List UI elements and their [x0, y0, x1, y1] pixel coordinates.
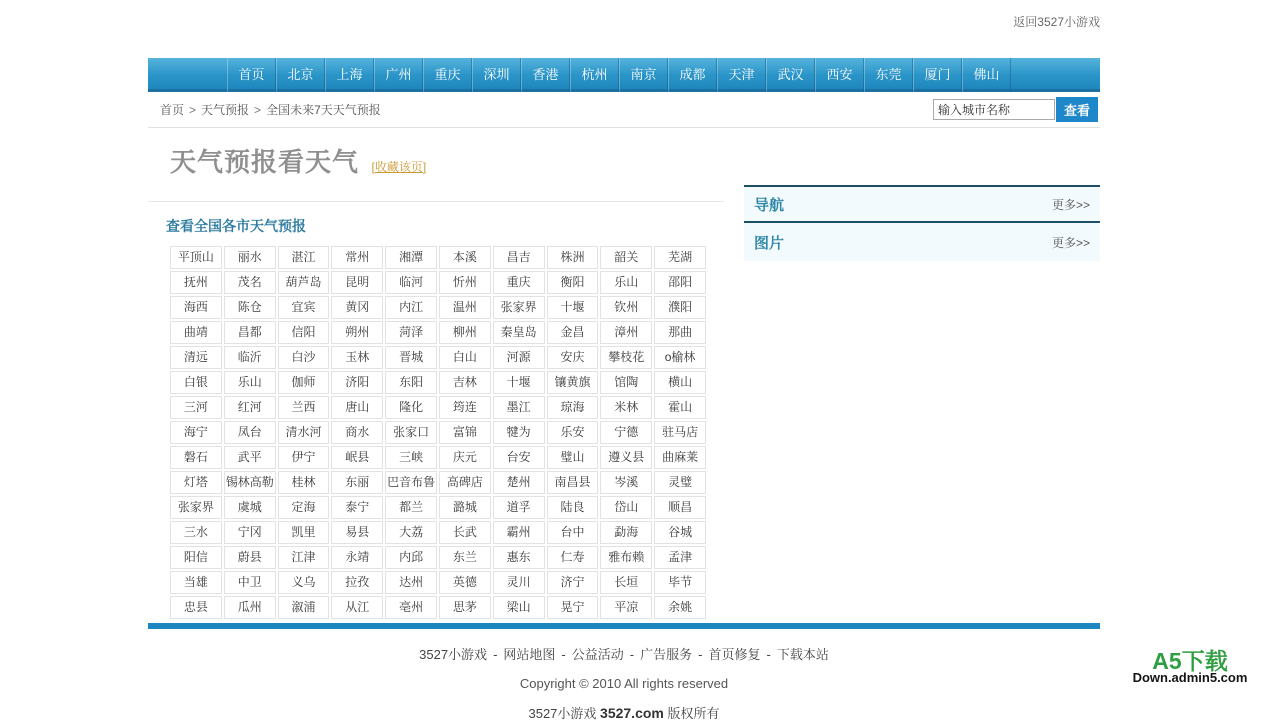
- table-row: [170, 321, 706, 344]
- city-link[interactable]: 海宁: [170, 421, 222, 444]
- city-link[interactable]: 济宁: [547, 571, 599, 594]
- city-link[interactable]: 驻马店: [654, 421, 706, 444]
- a5-logo-subtitle: Down.admin5.com: [1132, 670, 1248, 685]
- city-link[interactable]: 当雄: [170, 571, 222, 594]
- city-link[interactable]: 湛江: [278, 246, 330, 269]
- city-link[interactable]: 攀枝花: [600, 346, 652, 369]
- city-link[interactable]: 武平: [224, 446, 276, 469]
- city-link[interactable]: 昆明: [331, 271, 383, 294]
- title-block: [148, 128, 724, 179]
- city-link[interactable]: 乐山: [600, 271, 652, 294]
- nav-tab[interactable]: 上海: [325, 58, 374, 92]
- footer-link[interactable]: 广告服务: [640, 647, 693, 662]
- city-link[interactable]: o榆林: [654, 346, 706, 369]
- city-link[interactable]: 陈仓: [224, 296, 276, 319]
- city-link[interactable]: 仁寿: [547, 546, 599, 569]
- city-link[interactable]: 那曲: [654, 321, 706, 344]
- city-link[interactable]: 达州: [385, 571, 437, 594]
- city-link[interactable]: 唐山: [331, 396, 383, 419]
- city-link[interactable]: 墨江: [493, 396, 545, 419]
- city-link[interactable]: 张家口: [385, 421, 437, 444]
- footer-link-separator: -: [698, 647, 703, 662]
- weather-column: [148, 128, 724, 621]
- city-link[interactable]: 横山: [654, 371, 706, 394]
- city-link[interactable]: 茂名: [224, 271, 276, 294]
- city-link[interactable]: 蔚县: [224, 546, 276, 569]
- main-navbar: [148, 58, 1100, 92]
- table-row: [170, 421, 706, 444]
- city-link[interactable]: 庆元: [439, 446, 491, 469]
- table-row: [170, 546, 706, 569]
- nav-tab[interactable]: 香港: [521, 58, 570, 92]
- city-link[interactable]: 灯塔: [170, 471, 222, 494]
- table-row: [170, 396, 706, 419]
- sidebar-section-title: 导航: [754, 196, 785, 214]
- section-title: 查看全国各市天气预报: [166, 218, 306, 234]
- city-link[interactable]: 昌都: [224, 321, 276, 344]
- city-link[interactable]: 韶关: [600, 246, 652, 269]
- city-link[interactable]: 葫芦岛: [278, 271, 330, 294]
- city-link[interactable]: 信阳: [278, 321, 330, 344]
- city-link[interactable]: 白银: [170, 371, 222, 394]
- city-link[interactable]: 平顶山: [170, 246, 222, 269]
- city-link[interactable]: 宁冈: [224, 521, 276, 544]
- city-link[interactable]: 米林: [600, 396, 652, 419]
- city-link[interactable]: 海西: [170, 296, 222, 319]
- a5-download-logo: [1119, 647, 1261, 695]
- city-link[interactable]: 邵阳: [654, 271, 706, 294]
- nav-tab[interactable]: 南京: [619, 58, 668, 92]
- city-link[interactable]: 勐海: [600, 521, 652, 544]
- table-row: [170, 271, 706, 294]
- city-link[interactable]: 岷县: [331, 446, 383, 469]
- city-link[interactable]: 东阳: [385, 371, 437, 394]
- city-link[interactable]: 义乌: [278, 571, 330, 594]
- city-link[interactable]: 都兰: [385, 496, 437, 519]
- page-title: 天气预报看天气: [170, 147, 360, 177]
- sidebar-more-link[interactable]: 更多>>: [1051, 235, 1090, 250]
- city-link[interactable]: 丽水: [224, 246, 276, 269]
- city-link[interactable]: 东兰: [439, 546, 491, 569]
- footer-link-separator: -: [629, 647, 635, 662]
- table-row: [170, 521, 706, 544]
- city-link[interactable]: 昌吉: [493, 246, 545, 269]
- city-link[interactable]: 河源: [493, 346, 545, 369]
- city-link[interactable]: 白山: [439, 346, 491, 369]
- city-link[interactable]: 孟津: [654, 546, 706, 569]
- city-link[interactable]: 毕节: [654, 571, 706, 594]
- table-row: [170, 571, 706, 594]
- city-link[interactable]: 内江: [385, 296, 437, 319]
- breadcrumb-separator: >: [254, 103, 262, 117]
- nav-tab[interactable]: 深圳: [472, 58, 521, 92]
- footer-link[interactable]: 网站地图: [503, 647, 556, 662]
- city-link[interactable]: 巴音布鲁: [385, 471, 437, 494]
- city-link[interactable]: 从江: [331, 596, 383, 619]
- city-link[interactable]: 道孚: [493, 496, 545, 519]
- city-link[interactable]: 秦皇岛: [493, 321, 545, 344]
- footer-site-suffix: 版权所有: [667, 706, 720, 721]
- page-container: [148, 58, 1100, 722]
- a5-logo-title: A5下载: [1152, 648, 1228, 674]
- table-row: [170, 471, 706, 494]
- city-link[interactable]: 镶黄旗: [547, 371, 599, 394]
- city-link[interactable]: 重庆: [493, 271, 545, 294]
- city-link[interactable]: 张家界: [170, 496, 222, 519]
- nav-tab[interactable]: 厦门: [913, 58, 962, 92]
- city-link[interactable]: 清远: [170, 346, 222, 369]
- city-link[interactable]: 谷城: [654, 521, 706, 544]
- footer-link[interactable]: 3527小游戏: [419, 647, 488, 662]
- city-link[interactable]: 遵义县: [600, 446, 652, 469]
- city-link[interactable]: 筠连: [439, 396, 491, 419]
- nav-tab[interactable]: 天津: [717, 58, 766, 92]
- main-content: [148, 128, 1100, 621]
- table-row: [170, 346, 706, 369]
- city-link[interactable]: 定海: [278, 496, 330, 519]
- bookmark-link[interactable]: 收藏该页: [374, 160, 423, 174]
- table-row: [170, 496, 706, 519]
- city-link[interactable]: 顺昌: [654, 496, 706, 519]
- city-link[interactable]: 阳信: [170, 546, 222, 569]
- nav-tab[interactable]: 首页: [227, 58, 276, 92]
- city-link[interactable]: 乐安: [547, 421, 599, 444]
- city-link[interactable]: 伊宁: [278, 446, 330, 469]
- bracket-close: ]: [422, 160, 427, 174]
- city-link[interactable]: 衡阳: [547, 271, 599, 294]
- footer-site-prefix: 3527小游戏: [528, 706, 597, 721]
- footer-links: [148, 644, 1100, 663]
- city-link[interactable]: 温州: [439, 296, 491, 319]
- table-row: [170, 596, 706, 619]
- city-link[interactable]: 瓜州: [224, 596, 276, 619]
- footer-link-separator: -: [493, 647, 498, 662]
- sidebar-more-link[interactable]: 更多>>: [1051, 197, 1090, 212]
- city-link[interactable]: 三河: [170, 396, 222, 419]
- city-link[interactable]: 磐石: [170, 446, 222, 469]
- footer-link[interactable]: 下载本站: [776, 647, 829, 662]
- nav-tab[interactable]: 武汉: [766, 58, 815, 92]
- table-row: [170, 296, 706, 319]
- nav-tabs: [227, 58, 1011, 89]
- city-link[interactable]: 内邱: [385, 546, 437, 569]
- table-row: [170, 246, 706, 269]
- city-link[interactable]: 凯里: [278, 521, 330, 544]
- city-link[interactable]: 中卫: [224, 571, 276, 594]
- city-link[interactable]: 十堰: [547, 296, 599, 319]
- city-link[interactable]: 惠东: [493, 546, 545, 569]
- city-link[interactable]: 南昌县: [547, 471, 599, 494]
- footer-link-separator: -: [561, 647, 566, 662]
- city-link[interactable]: 犍为: [493, 421, 545, 444]
- city-link[interactable]: 溆浦: [278, 596, 330, 619]
- city-link[interactable]: 黄冈: [331, 296, 383, 319]
- city-link[interactable]: 灵璧: [654, 471, 706, 494]
- city-link[interactable]: 台安: [493, 446, 545, 469]
- city-link[interactable]: 平凉: [600, 596, 652, 619]
- footer-link[interactable]: 首页修复: [708, 647, 761, 662]
- footer-site-line: [148, 703, 1100, 722]
- city-link[interactable]: 清水河: [278, 421, 330, 444]
- city-link[interactable]: 梁山: [493, 596, 545, 619]
- city-link[interactable]: 东丽: [331, 471, 383, 494]
- city-link[interactable]: 馆陶: [600, 371, 652, 394]
- city-link[interactable]: 亳州: [385, 596, 437, 619]
- city-search-input[interactable]: [933, 99, 1055, 120]
- city-link[interactable]: 张家界: [493, 296, 545, 319]
- city-link[interactable]: 雅布赖: [600, 546, 652, 569]
- city-link[interactable]: 晋城: [385, 346, 437, 369]
- breadcrumb: [160, 101, 381, 118]
- city-link[interactable]: 陆良: [547, 496, 599, 519]
- city-link[interactable]: 兰西: [278, 396, 330, 419]
- city-link[interactable]: 忻州: [439, 271, 491, 294]
- city-link[interactable]: 岱山: [600, 496, 652, 519]
- city-link[interactable]: 曲麻莱: [654, 446, 706, 469]
- city-link[interactable]: 钦州: [600, 296, 652, 319]
- city-link[interactable]: 琼海: [547, 396, 599, 419]
- city-link[interactable]: 乐山: [224, 371, 276, 394]
- footer-link[interactable]: 公益活动: [571, 647, 624, 662]
- city-link[interactable]: 晃宁: [547, 596, 599, 619]
- city-link[interactable]: 富锦: [439, 421, 491, 444]
- breadcrumb-current: 全国未来7天天气预报: [266, 103, 381, 117]
- city-link[interactable]: 湘潭: [385, 246, 437, 269]
- city-link[interactable]: 金昌: [547, 321, 599, 344]
- city-link[interactable]: 楚州: [493, 471, 545, 494]
- city-link[interactable]: 临河: [385, 271, 437, 294]
- city-link[interactable]: 十堰: [493, 371, 545, 394]
- sidebar-section-header: [744, 223, 1100, 261]
- nav-tab[interactable]: 广州: [374, 58, 423, 92]
- table-row: [170, 371, 706, 394]
- city-link[interactable]: 高碑店: [439, 471, 491, 494]
- city-link[interactable]: 岑溪: [600, 471, 652, 494]
- city-link[interactable]: 玉林: [331, 346, 383, 369]
- city-link[interactable]: 商水: [331, 421, 383, 444]
- city-link[interactable]: 大荔: [385, 521, 437, 544]
- city-link[interactable]: 英德: [439, 571, 491, 594]
- city-link[interactable]: 永靖: [331, 546, 383, 569]
- city-link[interactable]: 江津: [278, 546, 330, 569]
- city-link[interactable]: 隆化: [385, 396, 437, 419]
- city-link[interactable]: 桂林: [278, 471, 330, 494]
- bookmark-wrapper: [371, 160, 426, 174]
- city-link[interactable]: 长武: [439, 521, 491, 544]
- city-link[interactable]: 拉孜: [331, 571, 383, 594]
- breadcrumb-separator: >: [189, 103, 197, 117]
- city-link[interactable]: 株洲: [547, 246, 599, 269]
- city-link[interactable]: 霸州: [493, 521, 545, 544]
- city-link[interactable]: 灵川: [493, 571, 545, 594]
- city-link[interactable]: 柳州: [439, 321, 491, 344]
- city-link[interactable]: 余姚: [654, 596, 706, 619]
- city-link[interactable]: 霍山: [654, 396, 706, 419]
- breadcrumb-link[interactable]: 首页: [160, 103, 185, 117]
- city-link[interactable]: 红河: [224, 396, 276, 419]
- nav-tab[interactable]: 佛山: [962, 58, 1011, 92]
- city-link[interactable]: 济阳: [331, 371, 383, 394]
- city-link[interactable]: 璧山: [547, 446, 599, 469]
- bracket-open: [: [371, 160, 375, 174]
- city-link[interactable]: 本溪: [439, 246, 491, 269]
- city-table-body: [170, 246, 706, 619]
- city-link[interactable]: 濮阳: [654, 296, 706, 319]
- city-link[interactable]: 宁德: [600, 421, 652, 444]
- city-link[interactable]: 泰宁: [331, 496, 383, 519]
- footer-site-domain: 3527.com: [600, 705, 664, 721]
- search-area: [933, 97, 1098, 122]
- nav-tab[interactable]: 重庆: [423, 58, 472, 92]
- nav-tab[interactable]: 北京: [276, 58, 325, 92]
- city-link[interactable]: 思茅: [439, 596, 491, 619]
- city-link[interactable]: 宜宾: [278, 296, 330, 319]
- city-link[interactable]: 安庆: [547, 346, 599, 369]
- sidebar: [744, 185, 1100, 621]
- city-table: [168, 244, 708, 621]
- nav-tab[interactable]: 杭州: [570, 58, 619, 92]
- city-link[interactable]: 白沙: [278, 346, 330, 369]
- breadcrumb-link[interactable]: 天气预报: [201, 103, 250, 117]
- nav-tab[interactable]: 西安: [815, 58, 864, 92]
- nav-tab[interactable]: 成都: [668, 58, 717, 92]
- search-button[interactable]: 查看: [1056, 97, 1098, 122]
- city-link[interactable]: 长垣: [600, 571, 652, 594]
- sidebar-section-title: 图片: [754, 234, 785, 252]
- breadcrumb-row: [148, 92, 1100, 128]
- table-row: [170, 446, 706, 469]
- city-link[interactable]: 三水: [170, 521, 222, 544]
- footer-divider-bar: [148, 623, 1100, 629]
- city-link[interactable]: 临沂: [224, 346, 276, 369]
- city-link[interactable]: 锡林高勒: [224, 471, 276, 494]
- city-link[interactable]: 虞城: [224, 496, 276, 519]
- city-link[interactable]: 伽师: [278, 371, 330, 394]
- city-link[interactable]: 三峡: [385, 446, 437, 469]
- city-link[interactable]: 漳州: [600, 321, 652, 344]
- city-link[interactable]: 凤台: [224, 421, 276, 444]
- footer-link-separator: -: [766, 647, 771, 662]
- city-link[interactable]: 朔州: [331, 321, 383, 344]
- city-link[interactable]: 台中: [547, 521, 599, 544]
- footer-copyright: Copyright © 2010 All rights reserved: [519, 676, 729, 691]
- city-link[interactable]: 曲靖: [170, 321, 222, 344]
- city-link[interactable]: 易县: [331, 521, 383, 544]
- city-link[interactable]: 忠县: [170, 596, 222, 619]
- back-to-3527-link[interactable]: 返回3527小游戏: [1013, 15, 1100, 29]
- city-link[interactable]: 潞城: [439, 496, 491, 519]
- city-link[interactable]: 吉林: [439, 371, 491, 394]
- sidebar-section-header: [744, 185, 1100, 223]
- city-link[interactable]: 常州: [331, 246, 383, 269]
- city-link[interactable]: 抚州: [170, 271, 222, 294]
- city-link[interactable]: 芜湖: [654, 246, 706, 269]
- city-link[interactable]: 菏泽: [385, 321, 437, 344]
- nav-tab[interactable]: 东莞: [864, 58, 913, 92]
- title-divider: [148, 201, 724, 202]
